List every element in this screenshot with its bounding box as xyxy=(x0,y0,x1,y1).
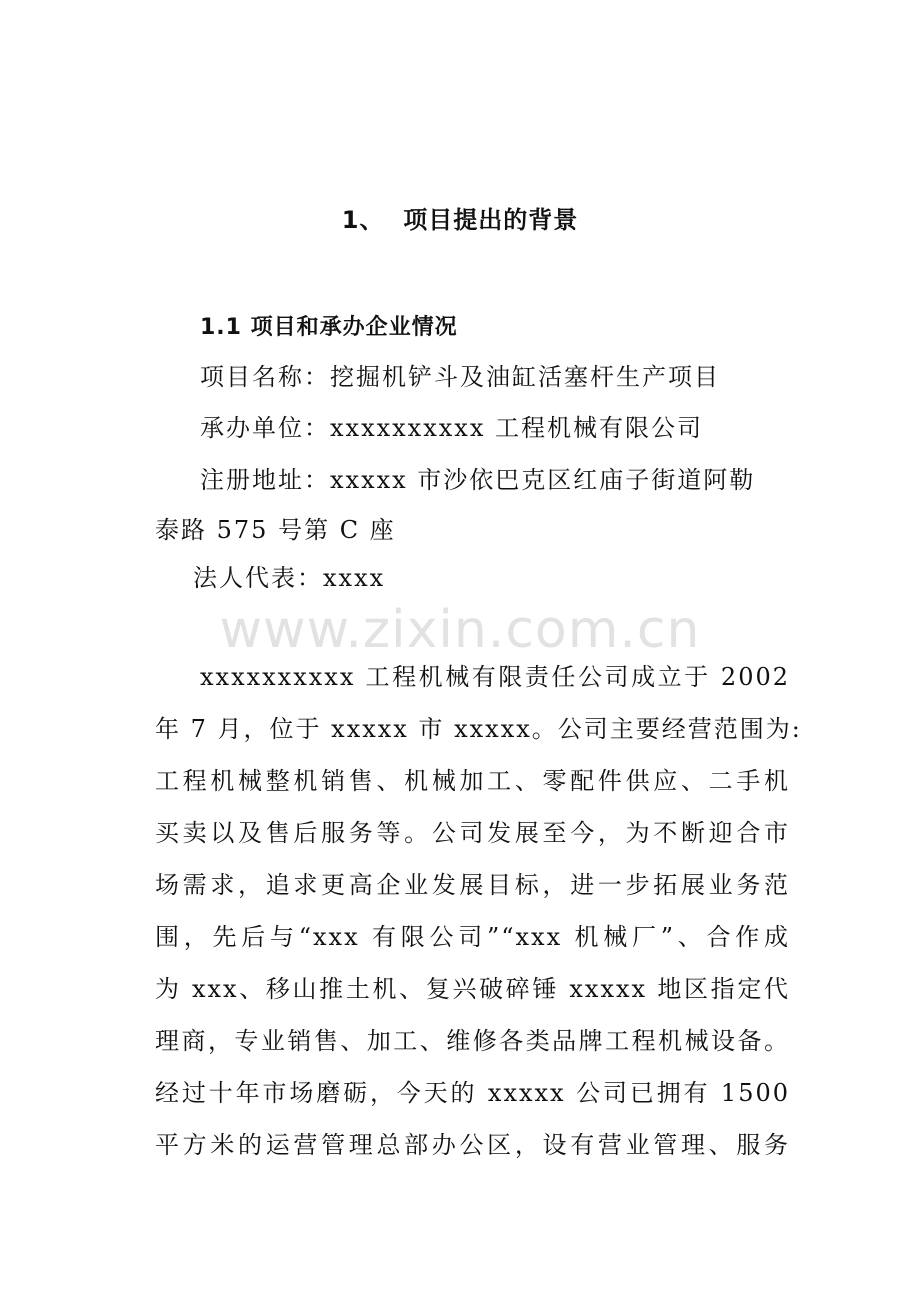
paragraph-line: 为 xxx、移山推土机、复兴破碎锤 xxxxx 地区指定代 xyxy=(155,975,790,1003)
paragraph-line: xxxxxxxxxx 工程机械有限责任公司成立于 2002 xyxy=(200,663,790,691)
paragraph-line: 经过十年市场磨砺，今天的 xxxxx 公司已拥有 1500 xyxy=(155,1079,790,1107)
legal-rep-line: 法人代表：xxxx xyxy=(193,564,386,592)
paragraph-line: 理商，专业销售、加工、维修各类品牌工程机械设备。 xyxy=(155,1027,790,1055)
paragraph-line: 年 7 月，位于 xxxxx 市 xxxxx。公司主要经营范围为: xyxy=(155,715,802,743)
paragraph-line: 围，先后与“xxx 有限公司”“xxx 机械厂”、合作成 xyxy=(155,923,790,951)
paragraph-line: 场需求，追求更高企业发展目标，进一步拓展业务范 xyxy=(155,871,790,899)
address-line-2: 泰路 575 号第 C 座 xyxy=(155,516,396,544)
paragraph-line: 平方米的运营管理总部办公区，设有营业管理、服务 xyxy=(155,1131,790,1159)
project-name-line: 项目名称：挖掘机铲斗及油缸活塞杆生产项目 xyxy=(200,363,720,391)
section-title: 1.1 项目和承办企业情况 xyxy=(200,315,458,340)
address-line-1: 注册地址：xxxxx 市沙依巴克区红庙子街道阿勒 xyxy=(200,466,756,494)
chapter-title: 1、 项目提出的背景 xyxy=(341,206,579,234)
paragraph-line: 买卖以及售后服务等。公司发展至今，为不断迎合市 xyxy=(155,819,790,847)
paragraph-line: 工程机械整机销售、机械加工、零配件供应、二手机 xyxy=(155,767,790,795)
company-description-paragraph xyxy=(155,657,802,1177)
organizer-line: 承办单位：xxxxxxxxxx 工程机械有限公司 xyxy=(200,414,703,442)
watermark: www.zixin.com.cn xyxy=(219,600,701,660)
